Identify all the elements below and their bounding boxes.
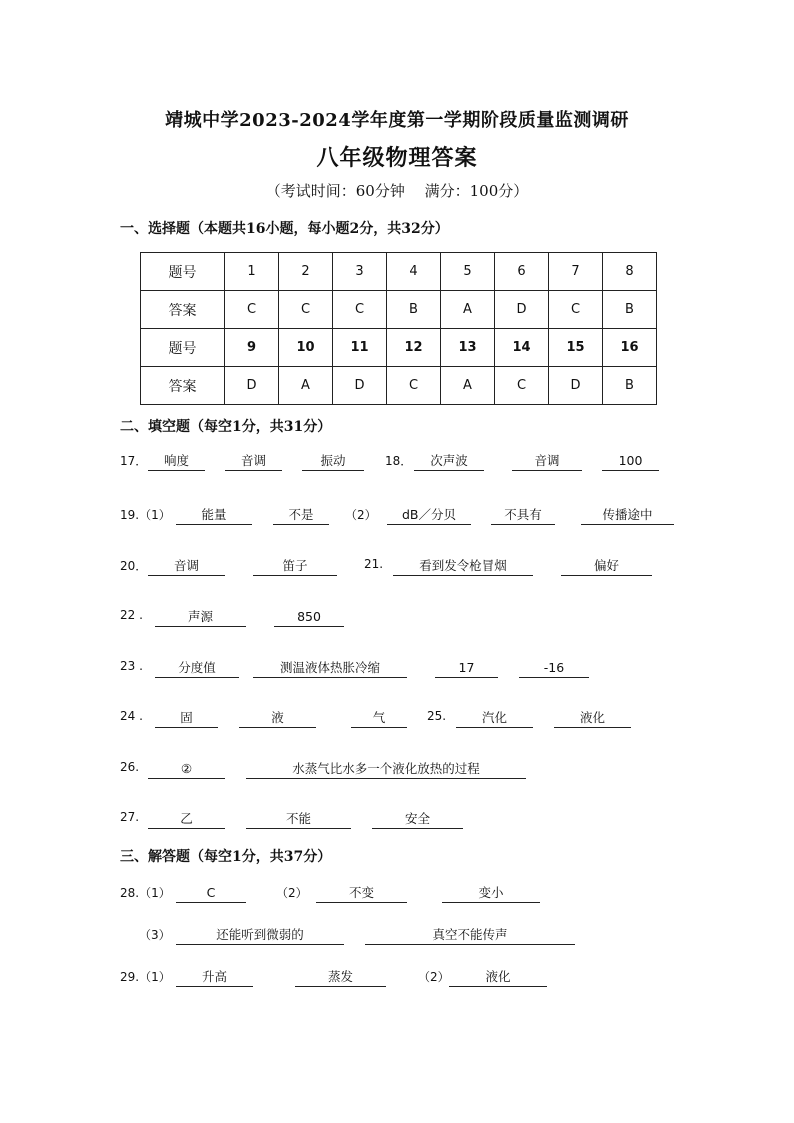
row-label-answer: 答案 (141, 367, 225, 405)
answer-blank: C (176, 884, 246, 903)
answer-blank: 还能听到微弱的 (176, 926, 344, 945)
answer-line-23 (0, 659, 794, 679)
exam-info: （考试时间：60分钟 满分：100分） (265, 182, 529, 200)
answer-cell: B (603, 367, 657, 405)
answer-line-17-18 (0, 452, 794, 472)
answer-blank: 液 (239, 709, 316, 728)
answer-blank: 音调 (225, 452, 282, 471)
table-row-answers-1 (141, 291, 657, 329)
answer-blank: 汽化 (456, 709, 533, 728)
answer-blank: 声源 (155, 608, 246, 627)
answer-blank: dB／分贝 (387, 506, 471, 525)
choice-answer-table (140, 252, 657, 405)
answer-blank: 不能 (246, 810, 351, 829)
answer-blank: 音调 (512, 452, 582, 471)
answer-cell: A (441, 367, 495, 405)
answer-line-28-b (0, 926, 794, 946)
answer-line-20-21 (0, 557, 794, 577)
answer-blank: 不变 (316, 884, 407, 903)
question-label: 29.（1） (120, 970, 171, 984)
question-number-cell: 10 (279, 329, 333, 367)
question-label: 25. (427, 709, 447, 723)
answer-blank: 不是 (273, 506, 329, 525)
question-number-cell: 2 (279, 253, 333, 291)
answer-blank: 能量 (176, 506, 252, 525)
answer-blank: 液化 (554, 709, 631, 728)
answer-cell: D (333, 367, 387, 405)
question-number-cell: 9 (225, 329, 279, 367)
question-label: 21. (364, 557, 384, 571)
answer-line-22 (0, 608, 794, 628)
question-number-cell: 4 (387, 253, 441, 291)
answer-cell: C (279, 291, 333, 329)
question-label: 23 . (120, 659, 143, 673)
answer-line-26 (0, 760, 794, 780)
question-number-cell: 6 (495, 253, 549, 291)
question-label: 22 . (120, 608, 143, 622)
answer-cell: B (387, 291, 441, 329)
answer-blank: 测温液体热胀冷缩 (253, 659, 407, 678)
question-number-cell: 7 (549, 253, 603, 291)
answer-blank: 气 (351, 709, 407, 728)
answer-blank: 看到发令枪冒烟 (393, 557, 533, 576)
question-label: 26. (120, 760, 140, 774)
answer-blank: 偏好 (561, 557, 652, 576)
question-number-cell: 15 (549, 329, 603, 367)
question-number-cell: 14 (495, 329, 549, 367)
question-label: 19.（1） (120, 508, 171, 522)
answer-line-27 (0, 810, 794, 830)
answer-line-28-a (0, 884, 794, 904)
answer-cell: D (495, 291, 549, 329)
question-label: 27. (120, 810, 140, 824)
answer-blank: 变小 (442, 884, 540, 903)
question-label: 18． (385, 454, 413, 468)
school-exam-title: 靖城中学2023-2024学年度第一学期阶段质量监测调研 (165, 110, 629, 131)
question-number-cell: 11 (333, 329, 387, 367)
section3-heading: 三、解答题（每空1分，共37分） (120, 849, 332, 865)
answer-blank: 笛子 (253, 557, 337, 576)
question-label: 17． (120, 454, 148, 468)
answer-cell: C (333, 291, 387, 329)
document-title: 八年级物理答案 (316, 145, 478, 171)
answer-blank: -16 (519, 659, 589, 678)
answer-blank: 蒸发 (295, 968, 386, 987)
answer-blank: 安全 (372, 810, 463, 829)
answer-blank: 水蒸气比水多一个液化放热的过程 (246, 760, 526, 779)
answer-blank: 次声波 (414, 452, 484, 471)
answer-blank: 不具有 (491, 506, 555, 525)
answer-line-24-25 (0, 709, 794, 729)
question-number-cell: 8 (603, 253, 657, 291)
sub-question-label: （3） (139, 928, 171, 942)
table-row-answers-2 (141, 367, 657, 405)
question-label: 28.（1） (120, 886, 171, 900)
row-label-number: 题号 (141, 329, 225, 367)
answer-cell: C (549, 291, 603, 329)
sub-question-label: （2） (418, 970, 450, 984)
question-number-cell: 5 (441, 253, 495, 291)
section1-heading: 一、选择题（本题共16小题，每小题2分，共32分） (120, 221, 449, 237)
section2-heading: 二、填空题（每空1分，共31分） (120, 419, 332, 435)
question-number-cell: 3 (333, 253, 387, 291)
answer-blank: 升高 (176, 968, 253, 987)
table-row-numbers-2 (141, 329, 657, 367)
answer-blank: 振动 (302, 452, 364, 471)
answer-blank: 17 (435, 659, 498, 678)
answer-blank: 固 (155, 709, 218, 728)
answer-cell: A (279, 367, 333, 405)
answer-cell: D (549, 367, 603, 405)
answer-blank: 850 (274, 608, 344, 627)
answer-line-19 (0, 506, 794, 526)
answer-line-29 (0, 968, 794, 988)
answer-blank: 100 (602, 452, 659, 471)
table-row-numbers-1 (141, 253, 657, 291)
answer-blank: 分度值 (155, 659, 239, 678)
sub-question-label: （2） (345, 508, 377, 522)
answer-blank: 传播途中 (581, 506, 674, 525)
answer-blank: 音调 (148, 557, 225, 576)
question-number-cell: 13 (441, 329, 495, 367)
answer-cell: C (225, 291, 279, 329)
question-number-cell: 12 (387, 329, 441, 367)
answer-cell: C (387, 367, 441, 405)
answer-blank: ② (148, 760, 225, 779)
answer-blank: 乙 (148, 810, 225, 829)
question-label: 20． (120, 559, 148, 573)
answer-cell: C (495, 367, 549, 405)
answer-cell: A (441, 291, 495, 329)
question-number-cell: 16 (603, 329, 657, 367)
row-label-number: 题号 (141, 253, 225, 291)
question-number-cell: 1 (225, 253, 279, 291)
row-label-answer: 答案 (141, 291, 225, 329)
answer-blank: 响度 (148, 452, 205, 471)
answer-cell: D (225, 367, 279, 405)
question-label: 24 . (120, 709, 143, 723)
sub-question-label: （2） (276, 886, 308, 900)
answer-cell: B (603, 291, 657, 329)
answer-blank: 液化 (449, 968, 547, 987)
answer-blank: 真空不能传声 (365, 926, 575, 945)
